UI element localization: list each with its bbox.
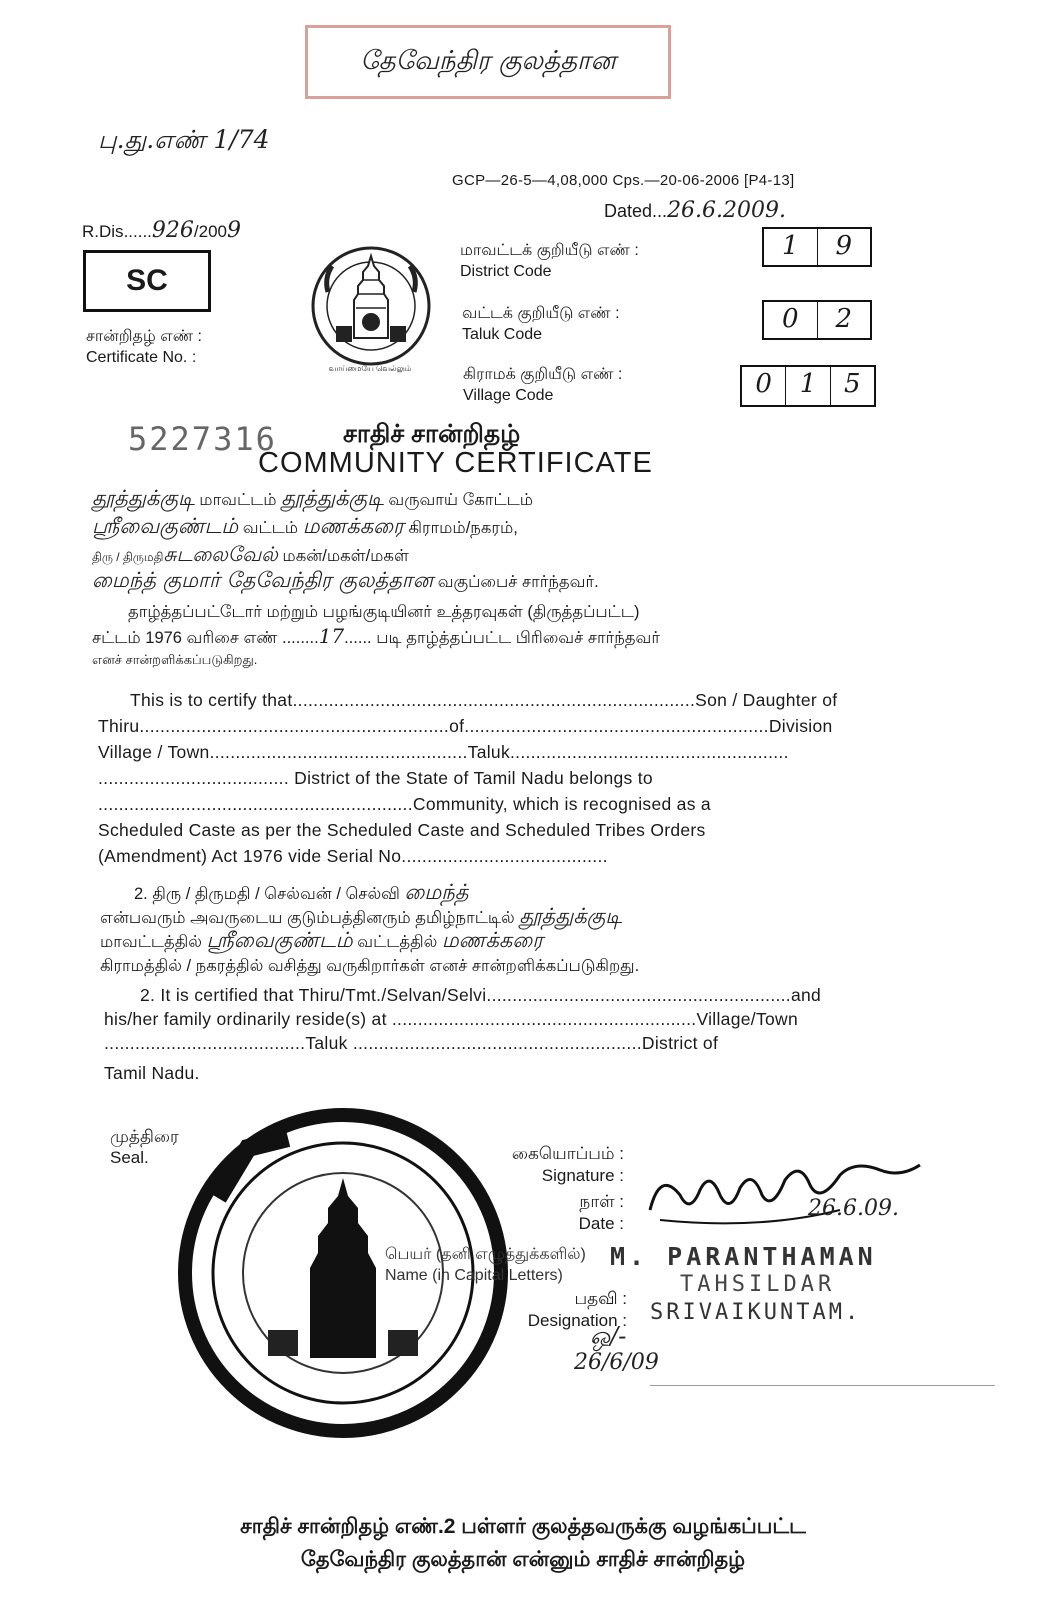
caption-line-2: தேவேந்திர குலத்தான் என்னும் சாதிச் சான்றிதழ் <box>300 1548 746 1571</box>
district-code-digit: 1 <box>764 229 818 265</box>
english-body-line: Village / Town..................................................Taluk...................................................... <box>98 742 789 762</box>
village-code-digit: 5 <box>844 369 861 399</box>
printed-text: ...... படி தாழ்த்தப்பட்ட பிரிவைச் சார்ந்தவர் <box>344 629 660 647</box>
certificate-no-ta: சான்றிதழ் எண் : <box>86 328 202 345</box>
printed-text: திரு / திருமதி <box>92 550 164 564</box>
taluk-code-box <box>762 300 872 340</box>
printed-text: மாவட்டத்தில் <box>100 933 207 951</box>
para2-english-line: his/her family ordinarily reside(s) at ...........................................................Village/Town <box>104 1009 798 1029</box>
taluk-code-digit: 2 <box>835 304 853 334</box>
handwritten-entry: சுடலைவேல் <box>163 542 278 566</box>
caption-line-1: சாதிச் சான்றிதழ் எண்.2 பள்ளர் குலத்தவருக்கு வழங்கப்பட்ட <box>240 1515 806 1538</box>
english-body-line: ..................................... District of the State of Tamil Nadu belongs to <box>98 768 653 788</box>
tamil-body-line <box>92 488 892 516</box>
taluk-code-ta: வட்டக் குறியீடு எண் : <box>462 305 620 322</box>
printed-text: கிராமம்/நகரம், <box>403 519 518 537</box>
village-code-box <box>740 365 876 407</box>
seal-label-ta: முத்திரை <box>110 1127 179 1146</box>
rdis-year: /200 <box>193 222 227 241</box>
certificate-no-en: Certificate No. : <box>86 349 197 366</box>
gcp-print-line: GCP—26-5—4,08,000 Cps.—20-06-2006 [P4-13] <box>452 172 795 189</box>
printed-text: 2. திரு / திருமதி / செல்வன் / செல்வி <box>134 885 405 903</box>
handwritten-entry: மைந்த் குமார் தேவேந்திர குலத்தான <box>92 568 434 592</box>
handwritten-entry: மணக்கரை <box>302 514 404 538</box>
taluk-code-en: Taluk Code <box>462 326 543 343</box>
para2-tamil-line <box>100 906 900 930</box>
certificate-no-label <box>86 326 202 368</box>
english-body-line: (Amendment) Act 1976 vide Serial No........................................ <box>98 846 608 866</box>
signature-date-handwritten: 26.6.09. <box>808 1196 899 1221</box>
rdis-number: 926 <box>151 218 194 243</box>
district-code-box <box>762 227 872 267</box>
english-body <box>98 690 888 872</box>
printed-text: சட்டம் 1976 வரிசை எண் ........ <box>92 629 319 647</box>
name-labels <box>385 1244 586 1286</box>
emblem-motto: வாய்மையே வெல்லும் <box>328 364 412 373</box>
category-box: SC <box>83 250 211 312</box>
handwritten-entry: தூத்துக்குடி <box>519 904 622 928</box>
tamil-body <box>92 488 892 672</box>
handwritten-entry: மைந்த் <box>404 880 469 904</box>
tamil-body-line <box>92 516 892 544</box>
taluk-code-digit: 0 <box>764 302 818 338</box>
officer-name-stamp: M. PARANTHAMAN <box>610 1242 877 1271</box>
name-label-en: Name (in Capital Letters) <box>385 1267 563 1284</box>
district-code-en: District Code <box>460 263 552 280</box>
district-code-digit: 9 <box>835 231 853 261</box>
english-body-line: Thiru............................................................of...........................................................Division <box>98 716 833 736</box>
tamil-body-line <box>92 650 892 672</box>
initial-handwritten: ஒ/- <box>590 1322 627 1350</box>
tamil-body-line <box>92 570 892 602</box>
handwritten-entry: ஸ்ரீவைகுண்டம் <box>92 514 239 538</box>
para2-english-line: 2. It is certified that Thiru/Tmt./Selvan/Selvi...........................................................and <box>140 985 822 1005</box>
rdis-field: R.Dis......926/2009 <box>82 218 241 243</box>
tamil-body-line <box>92 626 892 650</box>
para2-english-line: Tamil Nadu. <box>104 1063 200 1083</box>
village-code-ta: கிராமக் குறியீடு எண் : <box>463 366 623 383</box>
title-tamil: சாதிச் சான்றிதழ் <box>343 420 521 448</box>
village-code-digit: 1 <box>786 367 830 405</box>
handwritten-entry: தூத்துக்குடி <box>92 486 195 510</box>
name-label-ta: பெயர் (தனி எழுத்துக்களில்) <box>385 1246 586 1263</box>
date-label-en: Date : <box>578 1214 624 1233</box>
signature-scribble-icon <box>640 1150 940 1240</box>
officer-title-stamp: TAHSILDAR <box>680 1272 836 1297</box>
dated-field: Dated...26.6.2009. <box>604 198 787 223</box>
village-code-digit: 0 <box>742 367 786 405</box>
rdis-label: R.Dis <box>82 222 124 241</box>
printed-text: வகுப்பைச் சார்ந்தவர். <box>433 573 599 591</box>
designation-label-en: Designation : <box>527 1311 627 1330</box>
serial-number: 5227316 <box>128 420 277 458</box>
printed-text: வருவாய் கோட்டம் <box>383 491 534 509</box>
para2-tamil-line <box>100 930 900 956</box>
tamil-body-line <box>92 544 892 570</box>
rdis-year-hand: 9 <box>227 218 241 243</box>
tamil-nadu-emblem-icon <box>306 238 436 378</box>
top-handwritten-note: பு.து.எண் 1/74 <box>98 125 270 154</box>
para2-english <box>104 985 894 1087</box>
printed-text: மகன்/மகள்/மகள் <box>277 547 409 565</box>
signature-label-ta: கையொப்பம் : <box>511 1144 624 1163</box>
printed-text: எனச் சான்றளிக்கப்படுகிறது. <box>92 652 258 667</box>
para2-english-line: .......................................Taluk ........................................................District of <box>104 1033 719 1053</box>
signature-label-en: Signature : <box>541 1166 624 1185</box>
printed-text: மாவட்டம் <box>194 491 282 509</box>
tamil-body-line <box>92 602 892 626</box>
date-label-ta: நாள் : <box>579 1192 624 1211</box>
handwritten-entry: மணக்கரை <box>441 928 544 952</box>
english-body-line: This is to certify that..............................................................................Son / Daughter of <box>130 690 838 710</box>
english-body-line: Scheduled Caste as per the Scheduled Caste and Scheduled Tribes Orders <box>98 820 706 840</box>
printed-text: வட்டம் <box>238 519 303 537</box>
printed-text: கிராமத்தில் / நகரத்தில் வசித்து வருகிறார்கள் எனச் சான்றளிக்கப்படுகிறது. <box>100 957 640 975</box>
title-english: COMMUNITY CERTIFICATE <box>258 447 653 479</box>
english-body-line: .............................................................Community, which is recognised as a <box>98 794 711 814</box>
dated-label: Dated <box>604 201 653 221</box>
district-code-label <box>460 240 639 282</box>
dated-value: 26.6.2009. <box>667 198 787 223</box>
designation-stamp: SRIVAIKUNTAM. <box>650 1300 862 1325</box>
printed-text: தாழ்த்தப்பட்டோர் மற்றும் பழங்குடியினர் உத்தரவுகள் (திருத்தப்பட்ட) <box>128 603 640 621</box>
printed-text: என்பவரும் அவருடைய குடும்பத்தினரும் தமிழ்நாட்டில் <box>100 909 520 927</box>
caste-name-handwritten: தேவேந்திர குலத்தான <box>360 46 616 76</box>
seal-label <box>110 1126 179 1168</box>
village-code-label <box>463 364 622 406</box>
para2-tamil-line <box>100 956 900 980</box>
para2-tamil <box>100 882 900 980</box>
designation-label-ta: பதவி : <box>574 1289 627 1308</box>
printed-text: வட்டத்தில் <box>352 933 442 951</box>
seal-label-en: Seal. <box>110 1148 149 1167</box>
handwritten-entry: ஸ்ரீவைகுண்டம் <box>206 928 353 952</box>
handwritten-entry: தூத்துக்குடி <box>281 486 384 510</box>
taluk-code-label <box>462 303 620 345</box>
village-code-en: Village Code <box>463 387 554 404</box>
scan-artifact-line <box>650 1385 995 1386</box>
initial-date-handwritten: 26/6/09 <box>574 1350 659 1375</box>
signature-labels <box>490 1143 624 1235</box>
para2-tamil-line <box>100 882 900 906</box>
handwritten-entry: 17 <box>318 624 345 648</box>
district-code-ta: மாவட்டக் குறியீடு எண் : <box>460 242 639 259</box>
